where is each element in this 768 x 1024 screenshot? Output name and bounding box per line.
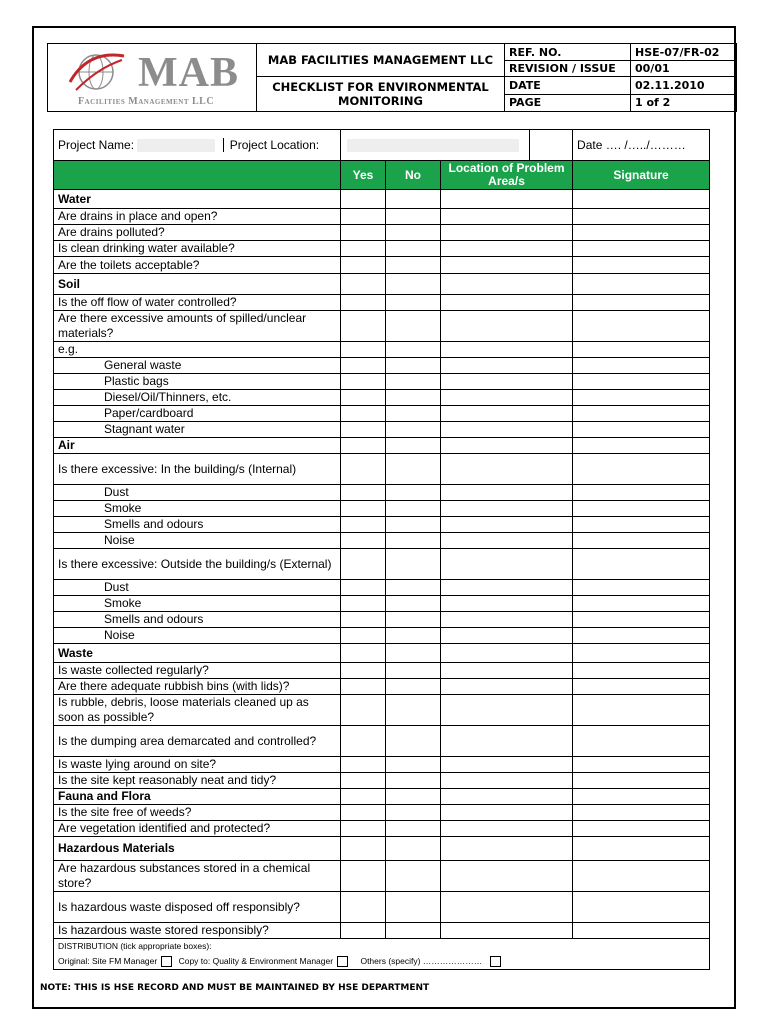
yes-cell[interactable] — [341, 861, 386, 892]
yes-cell[interactable] — [341, 923, 386, 939]
location-cell[interactable] — [441, 501, 573, 517]
yes-cell[interactable] — [341, 549, 386, 580]
sub-item: Diesel/Oil/Thinners, etc. — [54, 390, 341, 406]
location-cell[interactable] — [441, 773, 573, 789]
yes-cell — [341, 644, 386, 663]
yes-cell[interactable] — [341, 358, 386, 374]
no-cell — [386, 190, 441, 209]
no-cell[interactable] — [386, 580, 441, 596]
yes-cell[interactable] — [341, 805, 386, 821]
no-cell[interactable] — [386, 342, 441, 358]
no-cell[interactable] — [386, 358, 441, 374]
location-cell[interactable] — [441, 612, 573, 628]
signature-cell[interactable] — [573, 311, 710, 342]
table-row — [54, 358, 710, 374]
no-cell[interactable] — [386, 422, 441, 438]
signature-cell[interactable] — [573, 209, 710, 225]
globe-icon — [68, 50, 128, 96]
yes-cell[interactable] — [341, 726, 386, 757]
question: Are drains in place and open? — [54, 209, 341, 225]
table-row — [54, 241, 710, 257]
table-row — [54, 789, 710, 805]
no-cell[interactable] — [386, 596, 441, 612]
distribution-title: DISTRIBUTION (tick appropriate boxes): — [58, 941, 212, 951]
section-heading: Fauna and Flora — [54, 789, 341, 805]
col-yes: Yes — [341, 161, 386, 190]
signature-cell[interactable] — [573, 295, 710, 311]
signature-cell[interactable] — [573, 549, 710, 580]
dist-original-label: Original: Site FM Manager — [58, 956, 158, 966]
project-location-field[interactable] — [347, 139, 519, 152]
project-row — [54, 130, 710, 161]
location-cell[interactable] — [441, 726, 573, 757]
project-name-field[interactable] — [137, 139, 215, 152]
company-logo — [68, 50, 238, 106]
signature-cell[interactable] — [573, 679, 710, 695]
signature-cell[interactable] — [573, 580, 710, 596]
col-location: Location of Problem Area/s — [441, 161, 573, 190]
signature-cell[interactable] — [573, 923, 710, 939]
location-cell[interactable] — [441, 241, 573, 257]
revision-label: REVISION / ISSUE — [505, 61, 631, 77]
signature-cell[interactable] — [573, 406, 710, 422]
section-heading: Waste — [54, 644, 341, 663]
table-row — [54, 422, 710, 438]
signature-cell[interactable] — [573, 612, 710, 628]
sub-item: Paper/cardboard — [54, 406, 341, 422]
project-location-label: Project Location: — [223, 138, 319, 152]
sub-item: Plastic bags — [54, 374, 341, 390]
signature-cell[interactable] — [573, 241, 710, 257]
question: Is the dumping area demarcated and controlled? — [54, 726, 341, 757]
yes-cell — [341, 190, 386, 209]
table-row — [54, 663, 710, 679]
location-cell[interactable] — [441, 225, 573, 241]
no-cell[interactable] — [386, 533, 441, 549]
others-checkbox[interactable] — [490, 956, 501, 967]
section-heading: Soil — [54, 274, 341, 295]
location-cell[interactable] — [441, 295, 573, 311]
hse-note: NOTE: THIS IS HSE RECORD AND MUST BE MAINTAINED BY HSE DEPARTMENT — [40, 983, 430, 993]
sub-item: Smells and odours — [54, 612, 341, 628]
signature-cell[interactable] — [573, 257, 710, 274]
yes-cell[interactable] — [341, 295, 386, 311]
signature-cell[interactable] — [573, 374, 710, 390]
yes-cell[interactable] — [341, 241, 386, 257]
no-cell[interactable] — [386, 241, 441, 257]
table-row — [54, 374, 710, 390]
table-row — [54, 628, 710, 644]
location-cell[interactable] — [441, 311, 573, 342]
table-row — [54, 757, 710, 773]
location-cell[interactable] — [441, 679, 573, 695]
location-cell — [441, 789, 573, 805]
location-cell[interactable] — [441, 663, 573, 679]
question: Is there excessive: Outside the building/s (External) — [54, 549, 341, 580]
question: Is hazardous waste disposed off responsibly? — [54, 892, 341, 923]
table-row — [54, 209, 710, 225]
col-no: No — [386, 161, 441, 190]
signature-cell — [573, 274, 710, 295]
location-cell[interactable] — [441, 454, 573, 485]
table-row — [54, 596, 710, 612]
table-row — [54, 406, 710, 422]
signature-cell[interactable] — [573, 225, 710, 241]
table-row — [54, 612, 710, 628]
table-row — [54, 726, 710, 757]
sub-item: Smoke — [54, 501, 341, 517]
sub-item: Dust — [54, 485, 341, 501]
signature-cell — [573, 837, 710, 861]
signature-cell[interactable] — [573, 358, 710, 374]
yes-cell[interactable] — [341, 533, 386, 549]
location-cell[interactable] — [441, 805, 573, 821]
question: Are there excessive amounts of spilled/unclear materials? — [54, 311, 341, 342]
yes-cell[interactable] — [341, 454, 386, 485]
table-row — [54, 892, 710, 923]
no-cell[interactable] — [386, 257, 441, 274]
location-cell[interactable] — [441, 533, 573, 549]
location-cell — [441, 837, 573, 861]
signature-cell[interactable] — [573, 773, 710, 789]
yes-cell — [341, 789, 386, 805]
no-cell[interactable] — [386, 225, 441, 241]
copy-checkbox[interactable] — [337, 956, 348, 967]
no-cell[interactable] — [386, 295, 441, 311]
yes-cell[interactable] — [341, 374, 386, 390]
question: Is there excessive: In the building/s (Internal) — [54, 454, 341, 485]
table-row — [54, 805, 710, 821]
signature-cell[interactable] — [573, 517, 710, 533]
no-cell[interactable] — [386, 861, 441, 892]
yes-cell[interactable] — [341, 311, 386, 342]
no-cell[interactable] — [386, 549, 441, 580]
date-label: DATE — [505, 77, 631, 94]
location-cell[interactable] — [441, 628, 573, 644]
signature-cell[interactable] — [573, 628, 710, 644]
yes-cell[interactable] — [341, 821, 386, 837]
yes-cell[interactable] — [341, 406, 386, 422]
signature-cell[interactable] — [573, 757, 710, 773]
question: Is the site free of weeds? — [54, 805, 341, 821]
signature-cell — [573, 438, 710, 454]
location-cell[interactable] — [441, 892, 573, 923]
signature-cell[interactable] — [573, 485, 710, 501]
table-row — [54, 821, 710, 837]
yes-cell[interactable] — [341, 892, 386, 923]
signature-cell — [573, 644, 710, 663]
location-cell[interactable] — [441, 757, 573, 773]
question: Are vegetation identified and protected? — [54, 821, 341, 837]
no-cell[interactable] — [386, 773, 441, 789]
sub-item: Smells and odours — [54, 517, 341, 533]
yes-cell[interactable] — [341, 422, 386, 438]
location-cell — [441, 190, 573, 209]
no-cell[interactable] — [386, 628, 441, 644]
section-heading: Hazardous Materials — [54, 837, 341, 861]
no-cell — [386, 837, 441, 861]
location-cell[interactable] — [441, 549, 573, 580]
location-cell[interactable] — [441, 596, 573, 612]
table-row — [54, 190, 710, 209]
yes-cell[interactable] — [341, 257, 386, 274]
yes-cell[interactable] — [341, 390, 386, 406]
table-row — [54, 454, 710, 485]
table-row — [54, 225, 710, 241]
dist-others-label: Others (specify) ………………… — [360, 956, 483, 966]
location-cell[interactable] — [441, 517, 573, 533]
no-cell[interactable] — [386, 374, 441, 390]
table-row — [54, 695, 710, 726]
yes-cell[interactable] — [341, 679, 386, 695]
ref-label: REF. NO. — [505, 44, 631, 61]
yes-cell[interactable] — [341, 342, 386, 358]
no-cell — [386, 438, 441, 454]
location-cell — [441, 644, 573, 663]
sub-item: Dust — [54, 580, 341, 596]
table-row — [54, 274, 710, 295]
location-cell[interactable] — [441, 342, 573, 358]
location-cell[interactable] — [441, 257, 573, 274]
location-cell[interactable] — [441, 406, 573, 422]
question: Is the off flow of water controlled? — [54, 295, 341, 311]
location-cell[interactable] — [441, 485, 573, 501]
table-row — [54, 861, 710, 892]
no-cell[interactable] — [386, 726, 441, 757]
no-cell[interactable] — [386, 679, 441, 695]
signature-cell[interactable] — [573, 501, 710, 517]
question: Is the site kept reasonably neat and tidy? — [54, 773, 341, 789]
no-cell[interactable] — [386, 892, 441, 923]
project-name-label: Project Name: — [58, 137, 135, 152]
no-cell[interactable] — [386, 311, 441, 342]
table-row — [54, 501, 710, 517]
table-row — [54, 390, 710, 406]
question: Is hazardous waste stored responsibly? — [54, 923, 341, 939]
location-cell[interactable] — [441, 422, 573, 438]
location-cell[interactable] — [441, 861, 573, 892]
table-row — [54, 533, 710, 549]
signature-cell[interactable] — [573, 695, 710, 726]
question: Is waste lying around on site? — [54, 757, 341, 773]
question: Are drains polluted? — [54, 225, 341, 241]
signature-cell[interactable] — [573, 596, 710, 612]
yes-cell — [341, 837, 386, 861]
section-heading: Water — [54, 190, 341, 209]
location-cell[interactable] — [441, 209, 573, 225]
yes-cell[interactable] — [341, 628, 386, 644]
signature-cell[interactable] — [573, 821, 710, 837]
yes-cell[interactable] — [341, 485, 386, 501]
sub-item: Smoke — [54, 596, 341, 612]
yes-cell[interactable] — [341, 225, 386, 241]
signature-cell[interactable] — [573, 390, 710, 406]
form-title: CHECKLIST FOR ENVIRONMENTAL MONITORING — [257, 77, 505, 112]
table-row — [54, 257, 710, 274]
distribution — [54, 939, 710, 970]
yes-cell[interactable] — [341, 596, 386, 612]
table-row — [54, 644, 710, 663]
location-cell[interactable] — [441, 358, 573, 374]
table-row — [54, 679, 710, 695]
sub-item: Noise — [54, 628, 341, 644]
table-row — [54, 311, 710, 342]
sub-item: General waste — [54, 358, 341, 374]
no-cell[interactable] — [386, 209, 441, 225]
signature-cell — [573, 190, 710, 209]
no-cell[interactable] — [386, 485, 441, 501]
yes-cell[interactable] — [341, 695, 386, 726]
date-value: 02.11.2010 — [631, 77, 737, 94]
ref-value: HSE-07/FR-02 — [631, 44, 737, 61]
signature-cell[interactable] — [573, 454, 710, 485]
yes-cell[interactable] — [341, 663, 386, 679]
logo-subtitle: Facilities Management LLC — [78, 96, 215, 107]
table-row — [54, 438, 710, 454]
no-cell[interactable] — [386, 454, 441, 485]
signature-cell[interactable] — [573, 805, 710, 821]
yes-cell[interactable] — [341, 209, 386, 225]
no-cell — [386, 274, 441, 295]
checklist-table — [53, 129, 710, 970]
no-cell[interactable] — [386, 390, 441, 406]
original-checkbox[interactable] — [161, 956, 172, 967]
logo-text: MAB — [138, 50, 239, 96]
question: Is clean drinking water available? — [54, 241, 341, 257]
no-cell[interactable] — [386, 923, 441, 939]
table-row — [54, 342, 710, 358]
question: Is rubble, debris, loose materials cleaned up as soon as possible? — [54, 695, 341, 726]
no-cell[interactable] — [386, 612, 441, 628]
table-row — [54, 517, 710, 533]
project-date[interactable]: Date …. /…../……… — [573, 130, 710, 161]
company-name: MAB FACILITIES MANAGEMENT LLC — [257, 44, 505, 77]
location-cell[interactable] — [441, 580, 573, 596]
signature-cell[interactable] — [573, 726, 710, 757]
col-signature: Signature — [573, 161, 710, 190]
no-cell — [386, 789, 441, 805]
revision-value: 00/01 — [631, 61, 737, 77]
location-cell[interactable] — [441, 695, 573, 726]
signature-cell[interactable] — [573, 422, 710, 438]
location-cell[interactable] — [441, 923, 573, 939]
no-cell[interactable] — [386, 695, 441, 726]
location-cell[interactable] — [441, 390, 573, 406]
signature-cell[interactable] — [573, 663, 710, 679]
table-row — [54, 773, 710, 789]
location-cell — [441, 274, 573, 295]
yes-cell — [341, 274, 386, 295]
yes-cell[interactable] — [341, 773, 386, 789]
logo-cell — [48, 44, 257, 112]
question: Are hazardous substances stored in a chemical store? — [54, 861, 341, 892]
location-cell[interactable] — [441, 374, 573, 390]
page-value: 1 of 2 — [631, 94, 737, 111]
document-header — [47, 43, 737, 112]
sub-item: Stagnant water — [54, 422, 341, 438]
no-cell[interactable] — [386, 517, 441, 533]
signature-cell[interactable] — [573, 892, 710, 923]
signature-cell[interactable] — [573, 533, 710, 549]
yes-cell[interactable] — [341, 612, 386, 628]
yes-cell — [341, 438, 386, 454]
no-cell[interactable] — [386, 821, 441, 837]
question: Are there adequate rubbish bins (with lids)? — [54, 679, 341, 695]
no-cell[interactable] — [386, 757, 441, 773]
section-heading: Air — [54, 438, 341, 454]
question: e.g. — [54, 342, 341, 358]
location-cell[interactable] — [441, 821, 573, 837]
signature-cell[interactable] — [573, 342, 710, 358]
no-cell[interactable] — [386, 805, 441, 821]
signature-cell — [573, 789, 710, 805]
yes-cell[interactable] — [341, 501, 386, 517]
dist-copy-label: Copy to: Quality & Environment Manager — [178, 956, 334, 966]
table-row — [54, 923, 710, 939]
question: Are the toilets acceptable? — [54, 257, 341, 274]
no-cell — [386, 644, 441, 663]
table-row — [54, 837, 710, 861]
table-row — [54, 549, 710, 580]
location-cell — [441, 438, 573, 454]
column-header-row — [54, 161, 710, 190]
table-row — [54, 485, 710, 501]
yes-cell[interactable] — [341, 517, 386, 533]
page-label: PAGE — [505, 94, 631, 111]
yes-cell[interactable] — [341, 757, 386, 773]
yes-cell[interactable] — [341, 580, 386, 596]
signature-cell[interactable] — [573, 861, 710, 892]
no-cell[interactable] — [386, 501, 441, 517]
table-row — [54, 295, 710, 311]
no-cell[interactable] — [386, 406, 441, 422]
no-cell[interactable] — [386, 663, 441, 679]
question: Is waste collected regularly? — [54, 663, 341, 679]
table-row — [54, 580, 710, 596]
sub-item: Noise — [54, 533, 341, 549]
